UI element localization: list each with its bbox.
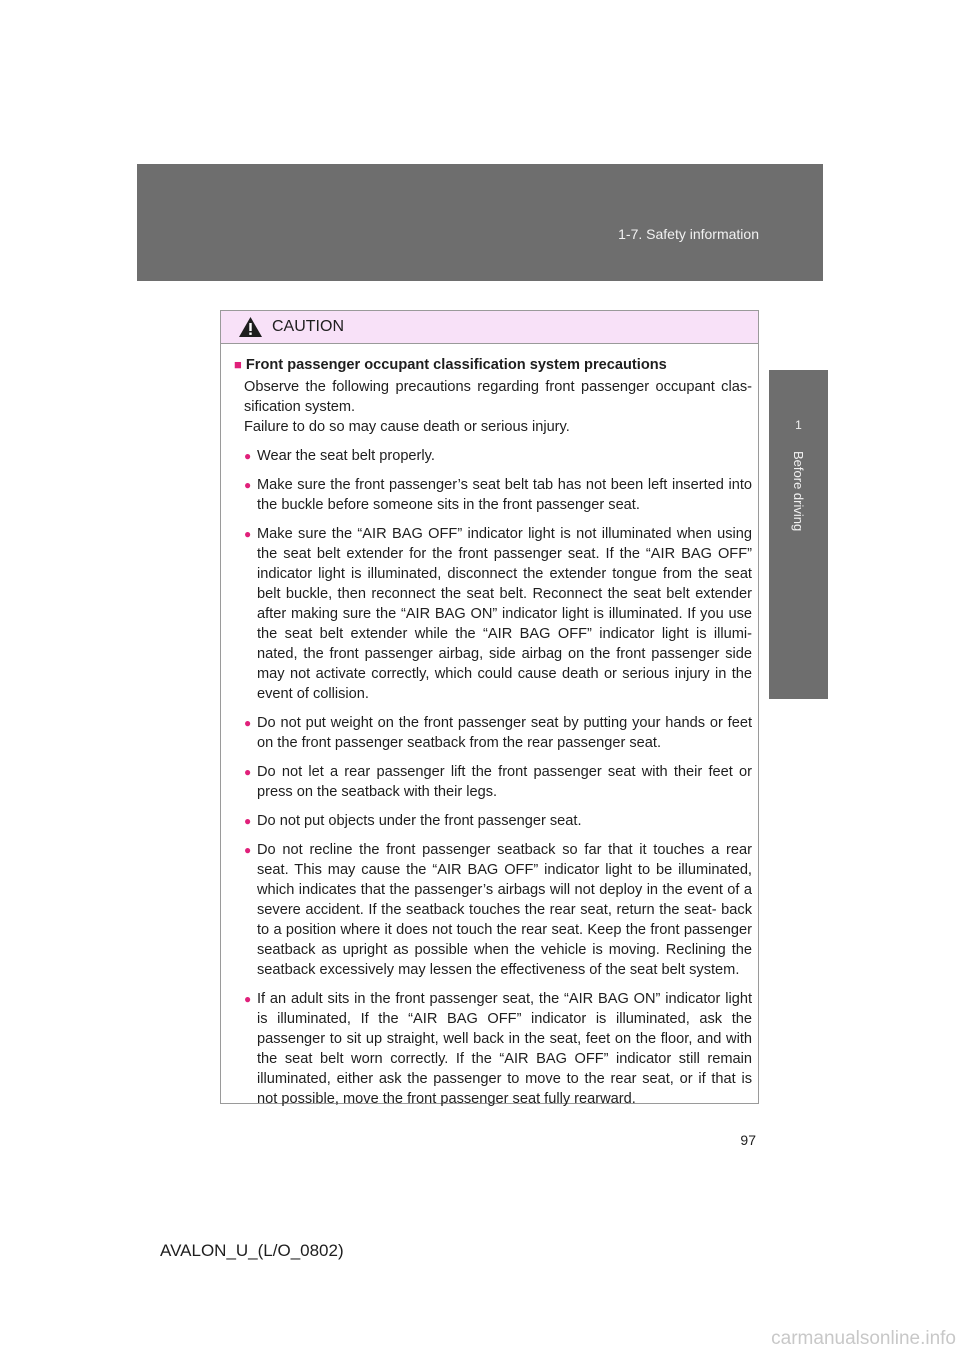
list-item	[234, 762, 752, 802]
list-item-text: Do not let a rear passenger lift the front passenger seat with their feet or press on the seatback with their legs.	[257, 764, 752, 800]
document-code: AVALON_U_(L/O_0802)	[160, 1241, 344, 1260]
list-item-text: Make sure the front passenger’s seat belt tab has not been left inserted into the buckle before someone sits in the front passenger seat.	[257, 477, 752, 513]
caution-box	[220, 310, 759, 1107]
list-item	[234, 713, 752, 753]
square-icon: ■	[234, 357, 242, 372]
header-band	[137, 164, 823, 281]
circle-icon: ●	[244, 478, 252, 492]
list-item-text: Do not recline the front passenger seatback so far that it touches a rear seat. This may cause the “AIR BAG OFF” indicator light to be illuminated, which indicates that the passenger’s airbags will not deploy in the event of a severe accident. If the seatback touches the rear seat, return the seat- back to a position where it does not touch the rear seat. Keep the front passenger seatback as upright as possible when the vehicle is moving. Reclining the seatback excessively may lessen the effectiveness of the seat belt system.	[257, 842, 752, 978]
list-item-text: If an adult sits in the front passenger seat, the “AIR BAG ON” indicator light is illuminated, If the “AIR BAG OFF” indicator is illuminated, ask the passenger to sit up straight, well back in the seat, feet on the floor, and with the seat belt worn correctly. If the “AIR BAG OFF” indicator still remain illuminated, either ask the passenger to move to the rear seat, or if that is not possible, move the front passenger seat fully rearward.	[257, 991, 752, 1107]
caution-intro: Observe the following precautions regarding front passenger occupant clas- sification system. Failure to do so may cause death or serious injury.	[244, 379, 752, 435]
caution-body	[221, 344, 758, 1109]
list-item	[234, 989, 752, 1109]
warning-triangle-icon	[238, 316, 263, 338]
side-tab-number: 1	[769, 370, 828, 439]
list-item	[234, 811, 752, 831]
side-tab-label: Before driving	[791, 451, 806, 532]
list-item	[234, 524, 752, 704]
circle-icon: ●	[244, 843, 252, 857]
circle-icon: ●	[244, 814, 252, 828]
list-item	[234, 475, 752, 515]
caution-header	[221, 311, 758, 344]
caution-label: CAUTION	[272, 318, 344, 335]
page-number: 97	[740, 1132, 756, 1148]
section-title: 1-7. Safety information	[618, 226, 759, 242]
list-item-text: Make sure the “AIR BAG OFF” indicator light is not illuminated when using the seat belt extender for the front passenger seat. If the “AIR BAG OFF” indicator light is illuminated, disconnect the extender tongue from the seat belt buckle, then reconnect the seat belt. Reconnect the seat belt extender after making sure the “AIR BAG ON” indicator light is illuminated. If you use the seat belt extender while the “AIR BAG OFF” indicator light is illumi- nated, the front passenger airbag, side airbag on the front passenger side may not activate correctly, which could cause death or serious injury in the event of collision.	[257, 526, 752, 702]
circle-icon: ●	[244, 449, 252, 463]
circle-icon: ●	[244, 992, 252, 1006]
side-tab	[769, 439, 828, 699]
list-item-text: Do not put weight on the front passenger seat by putting your hands or feet on the front passenger seatback from the rear passenger seat.	[257, 715, 752, 751]
caution-topic-text: Front passenger occupant classification system precautions	[245, 357, 667, 373]
circle-icon: ●	[244, 716, 252, 730]
circle-icon: ●	[244, 765, 252, 779]
list-item-text: Wear the seat belt properly.	[257, 448, 435, 464]
circle-icon: ●	[244, 527, 252, 541]
watermark: carmanualsonline.info	[771, 1328, 956, 1349]
list-item-text: Do not put objects under the front passenger seat.	[257, 813, 582, 829]
caution-topic	[234, 355, 752, 375]
list-item	[234, 840, 752, 980]
list-item	[234, 446, 752, 466]
